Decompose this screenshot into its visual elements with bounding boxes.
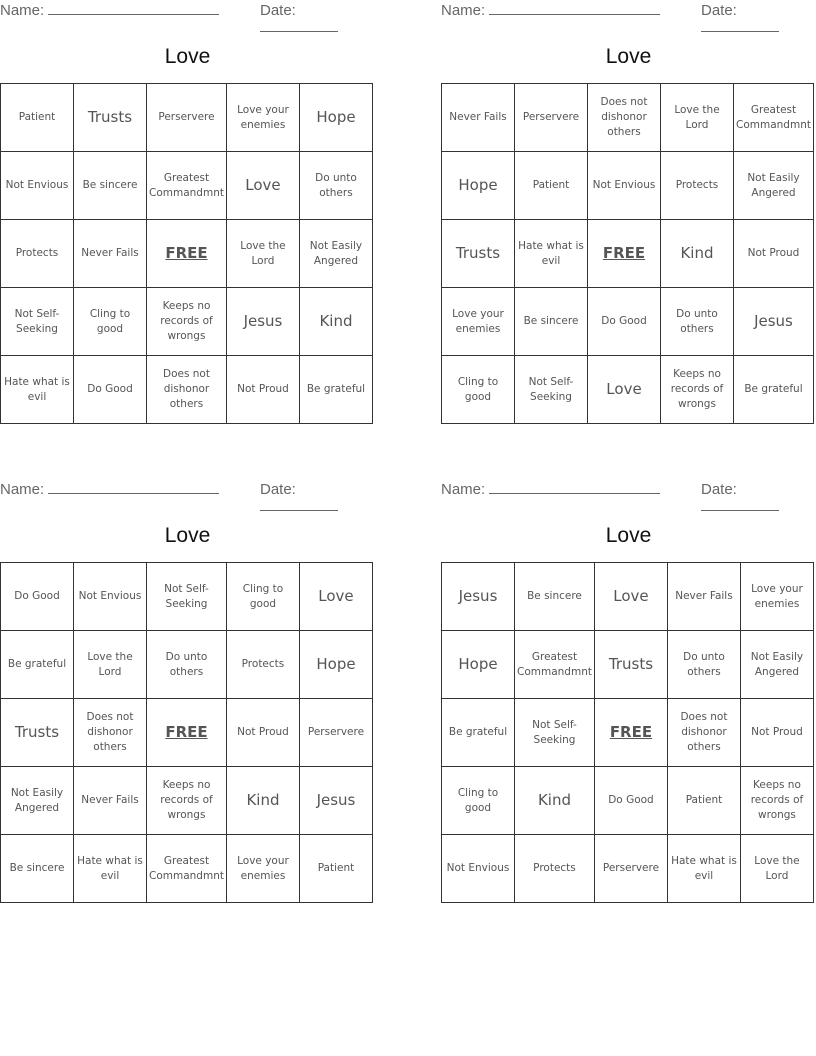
bingo-cell: Do unto others (147, 631, 227, 699)
bingo-cell: Be sincere (515, 288, 588, 356)
bingo-grid (0, 83, 373, 424)
bingo-cell: Patient (1, 84, 74, 152)
bingo-cell: Keeps no records of wrongs (661, 356, 734, 424)
bingo-cell: Not Easily Angered (740, 631, 813, 699)
bingo-cell: Does not dishonor others (74, 699, 147, 767)
bingo-card (441, 0, 816, 434)
card-title: Love (605, 45, 652, 68)
free-space: FREE (147, 699, 227, 767)
bingo-cell: Trusts (1, 699, 74, 767)
grid-row (1, 288, 373, 356)
card-header (0, 479, 375, 501)
grid-row (1, 356, 373, 424)
bingo-cell: Cling to good (74, 288, 147, 356)
bingo-cell: Keeps no records of wrongs (147, 288, 227, 356)
bingo-cell: Love (226, 152, 299, 220)
bingo-cell: Jesus (442, 563, 515, 631)
grid-row (442, 699, 814, 767)
bingo-cell: Hate what is evil (667, 835, 740, 903)
bingo-cell: Hope (299, 631, 372, 699)
name-field (0, 481, 219, 498)
bingo-cell: Never Fails (442, 84, 515, 152)
bingo-cell: Do Good (588, 288, 661, 356)
card-header (0, 0, 375, 22)
date-field (260, 2, 375, 36)
grid-row (1, 152, 373, 220)
bingo-cell: Do unto others (299, 152, 372, 220)
bingo-cell: Keeps no records of wrongs (740, 767, 813, 835)
bingo-cell: Not Envious (442, 835, 515, 903)
grid-row (442, 152, 814, 220)
bingo-cell: Kind (226, 767, 299, 835)
bingo-cell: Not Envious (588, 152, 661, 220)
bingo-cell: Love your enemies (740, 563, 813, 631)
bingo-cell: Trusts (442, 220, 515, 288)
bingo-cell: Does not dishonor others (147, 356, 227, 424)
bingo-cell: Protects (515, 835, 595, 903)
grid-row (442, 356, 814, 424)
bingo-cell: Do Good (594, 767, 667, 835)
date-line (260, 498, 338, 511)
bingo-cell: Protects (661, 152, 734, 220)
bingo-cell: Be sincere (74, 152, 147, 220)
grid-row (1, 84, 373, 152)
date-line (701, 498, 779, 511)
bingo-cell: Love (594, 563, 667, 631)
bingo-card (0, 0, 375, 434)
date-label: Date: (260, 481, 296, 498)
free-space: FREE (588, 220, 661, 288)
date-label: Date: (701, 2, 737, 19)
bingo-grid (441, 83, 814, 424)
bingo-cell: Love the Lord (661, 84, 734, 152)
bingo-cell: Not Self-Seeking (1, 288, 74, 356)
bingo-cell: Not Self-Seeking (515, 356, 588, 424)
bingo-cell: Kind (515, 767, 595, 835)
bingo-cell: Jesus (299, 767, 372, 835)
bingo-cell: Kind (299, 288, 372, 356)
bingo-cell: Trusts (74, 84, 147, 152)
bingo-cell: Not Self-Seeking (515, 699, 595, 767)
bingo-cell: Be grateful (734, 356, 814, 424)
date-label: Date: (701, 481, 737, 498)
name-field (441, 481, 660, 498)
bingo-cell: Trusts (594, 631, 667, 699)
bingo-cell: Keeps no records of wrongs (147, 767, 227, 835)
bingo-cell: Cling to good (442, 767, 515, 835)
bingo-cell: Be sincere (1, 835, 74, 903)
grid-row (1, 631, 373, 699)
bingo-cell: Hate what is evil (515, 220, 588, 288)
bingo-cell: Cling to good (442, 356, 515, 424)
bingo-cell: Hope (442, 152, 515, 220)
name-label: Name: (0, 481, 45, 498)
grid-row (442, 631, 814, 699)
bingo-cell: Greatest Commandmnt (147, 835, 227, 903)
bingo-cell: Not Envious (1, 152, 74, 220)
bingo-cell: Be grateful (299, 356, 372, 424)
bingo-cell: Protects (1, 220, 74, 288)
bingo-cell: Never Fails (74, 767, 147, 835)
bingo-cell: Love the Lord (226, 220, 299, 288)
grid-row (1, 220, 373, 288)
bingo-cell: Hope (442, 631, 515, 699)
bingo-cell: Patient (515, 152, 588, 220)
card-title: Love (164, 45, 211, 68)
grid-row (1, 767, 373, 835)
name-label: Name: (441, 2, 486, 19)
date-field (260, 481, 375, 515)
name-line (48, 2, 219, 15)
bingo-cell: Not Proud (734, 220, 814, 288)
grid-row (442, 84, 814, 152)
bingo-cell: Not Easily Angered (299, 220, 372, 288)
grid-row (442, 835, 814, 903)
name-line (489, 481, 660, 494)
date-label: Date: (260, 2, 296, 19)
bingo-cell: Not Easily Angered (734, 152, 814, 220)
bingo-cell: Love (299, 563, 372, 631)
name-line (48, 481, 219, 494)
free-space: FREE (594, 699, 667, 767)
bingo-cell: Cling to good (226, 563, 299, 631)
bingo-cell: Perservere (299, 699, 372, 767)
free-space: FREE (147, 220, 227, 288)
date-line (260, 19, 338, 32)
bingo-cell: Not Proud (226, 356, 299, 424)
name-label: Name: (441, 481, 486, 498)
bingo-cell: Do unto others (661, 288, 734, 356)
name-field (0, 2, 219, 19)
bingo-cell: Love the Lord (740, 835, 813, 903)
bingo-cell: Not Envious (74, 563, 147, 631)
bingo-cell: Do Good (74, 356, 147, 424)
grid-row (442, 220, 814, 288)
card-title: Love (605, 524, 652, 547)
bingo-cell: Love your enemies (226, 835, 299, 903)
grid-row (1, 699, 373, 767)
grid-row (1, 563, 373, 631)
bingo-cell: Greatest Commandmnt (734, 84, 814, 152)
grid-row (442, 767, 814, 835)
bingo-cell: Kind (661, 220, 734, 288)
bingo-cell: Perservere (515, 84, 588, 152)
bingo-cell: Does not dishonor others (588, 84, 661, 152)
grid-row (442, 563, 814, 631)
bingo-cell: Love (588, 356, 661, 424)
bingo-cell: Be sincere (515, 563, 595, 631)
bingo-cell: Be grateful (442, 699, 515, 767)
bingo-cell: Never Fails (74, 220, 147, 288)
bingo-cell: Jesus (734, 288, 814, 356)
bingo-cell: Love your enemies (442, 288, 515, 356)
bingo-cell: Not Proud (740, 699, 813, 767)
bingo-cell: Perservere (147, 84, 227, 152)
card-title: Love (164, 524, 211, 547)
bingo-cell: Love the Lord (74, 631, 147, 699)
bingo-grid (0, 562, 373, 903)
bingo-cell: Do Good (1, 563, 74, 631)
date-line (701, 19, 779, 32)
grid-row (1, 835, 373, 903)
bingo-cell: Patient (299, 835, 372, 903)
bingo-cell: Hate what is evil (74, 835, 147, 903)
date-field (701, 481, 816, 515)
name-label: Name: (0, 2, 45, 19)
bingo-cell: Never Fails (667, 563, 740, 631)
bingo-cell: Be grateful (1, 631, 74, 699)
bingo-cell: Hate what is evil (1, 356, 74, 424)
bingo-cell: Love your enemies (226, 84, 299, 152)
name-line (489, 2, 660, 15)
bingo-cell: Do unto others (667, 631, 740, 699)
bingo-cell: Does not dishonor others (667, 699, 740, 767)
bingo-card (441, 479, 816, 913)
bingo-cell: Greatest Commandmnt (147, 152, 227, 220)
bingo-cell: Hope (299, 84, 372, 152)
bingo-cell: Not Proud (226, 699, 299, 767)
card-header (441, 479, 816, 501)
bingo-cell: Patient (667, 767, 740, 835)
date-field (701, 2, 816, 36)
card-header (441, 0, 816, 22)
bingo-cell: Not Self-Seeking (147, 563, 227, 631)
bingo-cell: Perservere (594, 835, 667, 903)
name-field (441, 2, 660, 19)
bingo-cell: Not Easily Angered (1, 767, 74, 835)
bingo-cell: Protects (226, 631, 299, 699)
grid-row (442, 288, 814, 356)
bingo-cell: Greatest Commandmnt (515, 631, 595, 699)
bingo-cell: Jesus (226, 288, 299, 356)
bingo-card (0, 479, 375, 913)
bingo-grid (441, 562, 814, 903)
